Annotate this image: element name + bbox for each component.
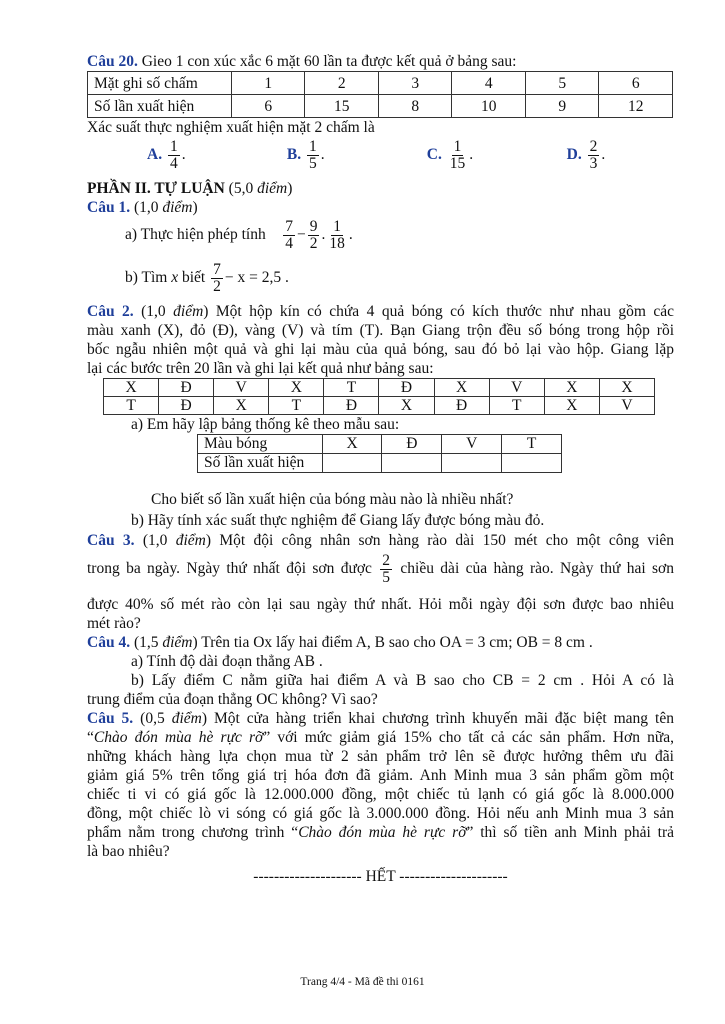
q2-part-a: a) Em hãy lập bảng thống kê theo mẫu sau:: [131, 416, 400, 433]
q1-b-tail: − x = 2,5 .: [224, 269, 289, 287]
q1-a-text: a) Thực hiện phép tính: [125, 226, 266, 244]
q3-line2: [87, 553, 674, 593]
table-cell: Đ: [159, 397, 214, 415]
q5-line7a: phẩm nằm trong chương trình “: [87, 824, 299, 841]
option-a[interactable]: A. $\frac{1}{4}$ .: [147, 138, 186, 172]
table-cell: 1: [231, 72, 305, 95]
numerator: 1: [453, 138, 462, 155]
fraction: [307, 139, 319, 172]
end-marker: --------------------- HẾT ---------------------: [253, 868, 508, 885]
table-cell: 9: [525, 95, 599, 118]
q4-part-b-line2: trung điểm của đoạn thẳng OC không? Vì sao?: [87, 691, 378, 708]
part2-points: (5,0: [228, 180, 254, 197]
table-cell: T: [502, 435, 562, 454]
denominator: 2: [309, 235, 318, 252]
q20-question: Xác suất thực nghiệm xuất hiện mặt 2 chấm là: [87, 119, 375, 136]
table-cell: V: [214, 379, 269, 397]
q5-line5: chiếc ti vi có giá gốc là 12.000.000 đồng, một chiếc tủ lạnh có giá gốc là 8.000.000: [87, 786, 674, 803]
q2-line3: bốc ngẫu nhiên một quả và ghi lại màu của quả bóng, sau đó bỏ lại vào hộp. Giang lặp: [87, 341, 674, 358]
q3-line2b: chiều dài của hàng rào. Ngày thứ hai sơn: [400, 560, 674, 578]
q1-b-variable: x: [171, 269, 179, 287]
option-letter: D.: [566, 146, 582, 164]
option-c[interactable]: C. $\frac{1}{15}$ .: [426, 138, 474, 172]
q2-line1-text: ) Một hộp kín có chứa 4 quả bóng có kích thước như nhau gồm các: [203, 303, 674, 320]
part2-heading: [87, 179, 674, 198]
table-cell: X: [322, 435, 382, 454]
fraction: [283, 219, 295, 252]
table-row-header: Số lần xuất hiện: [88, 95, 232, 118]
numerator: 2: [382, 552, 391, 569]
fraction: [448, 139, 468, 172]
part2-points-end: ): [287, 180, 293, 197]
q2-line2: màu xanh (X), đỏ (Đ), vàng (V) và tím (T). Bạn Giang trộn đều số bóng trong hộp rồi: [87, 322, 674, 339]
table-cell: Đ: [434, 397, 489, 415]
q2-points: (1,0: [141, 303, 166, 320]
table-cell: T: [104, 397, 159, 415]
q4-part-b-line1: b) Lấy điểm C nằm giữa hai điểm A và B sao cho CB = 2 cm . Hỏi A có là: [131, 672, 674, 689]
q1-heading: [87, 198, 674, 217]
part2-points-word: điểm: [257, 180, 288, 197]
q3-line4: mét rào?: [87, 615, 141, 632]
q1-points-word: điểm: [162, 199, 193, 216]
option-letter: A.: [147, 146, 163, 164]
q20-options: [87, 139, 674, 179]
q5-label: Câu 5.: [87, 710, 134, 727]
fraction: [211, 262, 223, 295]
table-row-header: Số lần xuất hiện: [198, 454, 323, 473]
q5-line7b: ” thì số tiền anh Minh phải trả: [466, 824, 674, 841]
option-b[interactable]: B. $\frac{1}{5}$ .: [286, 138, 325, 172]
q5-line1: [87, 709, 674, 728]
table-cell: V: [599, 397, 654, 415]
table-cell: 6: [231, 95, 305, 118]
q4-label: Câu 4.: [87, 634, 131, 651]
table-cell: X: [544, 379, 599, 397]
q1-b-text2: biết: [181, 269, 206, 287]
table-cell: [442, 454, 502, 473]
numerator: 1: [308, 138, 317, 155]
q2-line1: [87, 302, 674, 321]
part2-title: PHẦN II. TỰ LUẬN: [87, 180, 225, 197]
table-cell: X: [269, 379, 324, 397]
table-cell: V: [489, 379, 544, 397]
table-row-header: Màu bóng: [198, 435, 323, 454]
fraction: [308, 219, 320, 252]
q5-line6: đồng, một chiếc lò vi sóng có giá gốc là 3.000.000 đồng. Hỏi nếu anh Minh mua 3 sản: [87, 805, 674, 822]
q1-part-a: a) Thực hiện phép tính $\frac{7}{4}$ − $\frac{9}{2}$ . $\frac{1}{18}$ .: [125, 218, 353, 252]
page-footer: Trang 4/4 - Mã đề thi 0161: [300, 976, 425, 988]
table-cell: T: [489, 397, 544, 415]
q5-points-word: điểm: [171, 710, 202, 727]
table-cell: 2: [305, 72, 379, 95]
q5-line7: [87, 823, 674, 842]
fraction: [168, 139, 180, 172]
q2-a-question: Cho biết số lần xuất hiện của bóng màu nào là nhiều nhất?: [151, 491, 514, 508]
q2-part-b: b) Hãy tính xác suất thực nghiệm để Giang lấy được bóng màu đỏ.: [131, 512, 545, 529]
q20-text: Gieo 1 con xúc xắc 6 mặt 60 lần ta được kết quả ở bảng sau:: [141, 53, 517, 70]
q3-line2a: trong ba ngày. Ngày thứ nhất đội sơn được: [87, 560, 372, 578]
table-row: [104, 379, 655, 397]
table-cell: 8: [378, 95, 452, 118]
option-d[interactable]: D. $\frac{2}{3}$ .: [566, 138, 606, 172]
q5-program-name: Chào đón mùa hè rực rỡ: [93, 729, 264, 746]
q5-line2-rest: ” với mức giảm giá 15% cho tất cả các sản phẩm. Hơn nữa,: [263, 729, 674, 746]
table-cell: Đ: [159, 379, 214, 397]
table-cell: [382, 454, 442, 473]
q5-points: (0,5: [140, 710, 165, 727]
denominator: 5: [382, 569, 391, 586]
q1-b-text: b) Tìm: [125, 269, 168, 287]
q5-line2: “Chào đón mùa hè rực rỡ” với mức giảm giá 15% cho tất cả các sản phẩm. Hơn nữa,: [87, 729, 674, 746]
table-cell: Đ: [379, 379, 434, 397]
table-cell: X: [104, 379, 159, 397]
numerator: 1: [333, 218, 341, 235]
q20-label: Câu 20.: [87, 53, 138, 70]
denominator: 4: [169, 155, 178, 172]
fraction: [588, 139, 600, 172]
numerator: 7: [285, 218, 293, 235]
table-cell: X: [434, 379, 489, 397]
numerator: 7: [213, 261, 221, 278]
q3-line3: được 40% số mét rào còn lại sau ngày thứ nhất. Hỏi mỗi ngày đội sơn được bao nhiêu: [87, 596, 674, 613]
denominator: 2: [213, 278, 221, 295]
table-cell: T: [324, 379, 379, 397]
table-cell: 5: [525, 72, 599, 95]
q5-program-name: Chào đón mùa hè rực rỡ: [298, 824, 467, 841]
q4-points-word: điểm: [162, 634, 193, 651]
table-row: [198, 454, 562, 473]
table-cell: X: [544, 397, 599, 415]
table-cell: 15: [305, 95, 379, 118]
q2-points-word: điểm: [173, 303, 204, 320]
table-row-header: Mặt ghi số chấm: [88, 72, 232, 95]
statistics-template-table: [197, 434, 562, 473]
q1-points: (1,0: [133, 199, 159, 216]
q1-part-b: [87, 262, 674, 302]
table-cell: T: [269, 397, 324, 415]
fraction: [380, 553, 392, 586]
denominator: 15: [449, 155, 466, 172]
q2-line4: lại các bước trên 20 lần và ghi lại kết quả như bảng sau:: [87, 360, 434, 377]
table-row: [104, 397, 655, 415]
q1-label: Câu 1.: [87, 199, 131, 216]
denominator: 5: [308, 155, 317, 172]
q3-line1: [87, 531, 674, 550]
table-cell: X: [214, 397, 269, 415]
table-cell: 4: [452, 72, 526, 95]
dice-results-table: [87, 71, 673, 118]
option-letter: B.: [286, 146, 302, 164]
table-cell: 3: [378, 72, 452, 95]
table-cell: [502, 454, 562, 473]
denominator: 3: [589, 155, 598, 172]
numerator: 1: [169, 138, 178, 155]
table-cell: Đ: [324, 397, 379, 415]
table-cell: X: [599, 379, 654, 397]
q5-line3: những khách hàng lựa chọn mua từ 2 sản phẩm trở lên sẽ được hưởng thêm ưu đãi: [87, 748, 674, 765]
q20-prompt: [87, 52, 674, 71]
q3-line1-text: ) Một đội công nhân sơn hàng rào dài 150 mét cho một công viên: [205, 532, 675, 549]
numerator: 9: [309, 218, 318, 235]
q4-points: (1,5: [133, 634, 159, 651]
q4-part-a: a) Tính độ dài đoạn thẳng AB .: [131, 653, 323, 670]
denominator: 4: [285, 235, 293, 252]
table-row: [88, 72, 673, 95]
table-cell: V: [442, 435, 502, 454]
q5-line1-text: ) Một cửa hàng triển khai chương trình khuyến mãi đặc biệt mang tên: [201, 710, 674, 727]
table-cell: Đ: [382, 435, 442, 454]
q1-points-end: ): [192, 199, 198, 216]
q3-points: (1,0: [142, 532, 168, 549]
exam-page: [87, 52, 674, 886]
table-cell: X: [379, 397, 434, 415]
q4-line1-text: ) Trên tia Ox lấy hai điểm A, B sao cho OA = 3 cm; OB = 8 cm .: [192, 634, 593, 651]
table-row: [88, 95, 673, 118]
q4-line1: [87, 633, 674, 652]
q2-label: Câu 2.: [87, 303, 134, 320]
denominator: 18: [329, 235, 345, 252]
q5-line8: là bao nhiêu?: [87, 843, 170, 860]
option-letter: C.: [426, 146, 442, 164]
table-cell: [322, 454, 382, 473]
q3-label: Câu 3.: [87, 532, 135, 549]
table-cell: 6: [599, 72, 673, 95]
table-cell: 12: [599, 95, 673, 118]
table-row: [198, 435, 562, 454]
q5-line4: giảm giá 5% trên tổng giá trị hóa đơn đã giảm. Anh Minh mua 3 sản phẩm gồm một: [87, 767, 674, 784]
draw-results-table: [103, 378, 655, 415]
table-cell: 10: [452, 95, 526, 118]
numerator: 2: [589, 138, 598, 155]
q3-points-word: điểm: [175, 532, 206, 549]
fraction: [327, 219, 347, 252]
